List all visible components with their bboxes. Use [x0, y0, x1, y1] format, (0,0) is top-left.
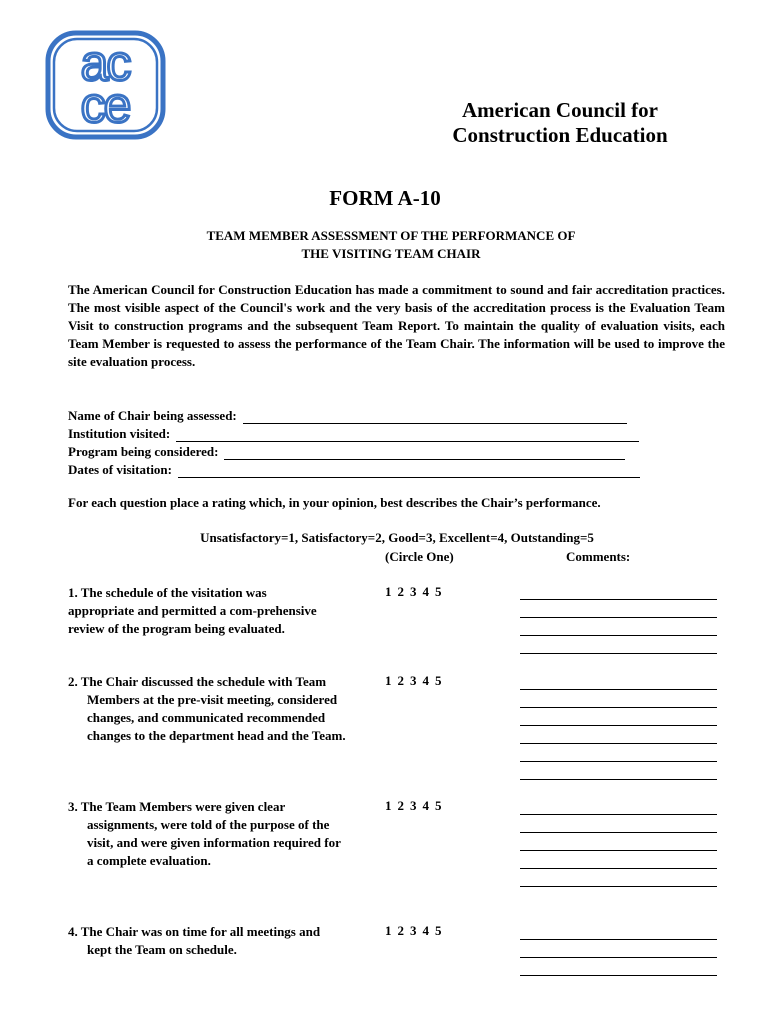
organization-line-2: Construction Education [452, 123, 668, 147]
rating-option[interactable]: 4 [422, 673, 429, 688]
question-text: 1. The schedule of the visitation was appropriate and permitted a com-prehensive review of the program being evaluated. [68, 585, 317, 636]
comment-lines-4 [520, 922, 717, 976]
logo-text-bottom: ce [80, 77, 130, 133]
comment-line[interactable] [520, 744, 717, 762]
comment-line[interactable] [520, 958, 717, 976]
comment-line[interactable] [520, 618, 717, 636]
field-label: Name of Chair being assessed: [68, 408, 237, 423]
rating-options-1 [385, 584, 448, 600]
comment-lines-2 [520, 672, 717, 780]
comment-line[interactable] [520, 582, 717, 600]
comment-line[interactable] [520, 869, 717, 887]
organization-name [380, 98, 740, 148]
circle-one-label: (Circle One) [385, 549, 454, 564]
rating-options-3 [385, 798, 448, 814]
rating-option[interactable]: 4 [422, 798, 429, 813]
comment-line[interactable] [520, 762, 717, 780]
rating-option[interactable]: 1 [385, 798, 392, 813]
rating-option[interactable]: 3 [410, 673, 417, 688]
comment-lines-3 [520, 797, 717, 887]
rating-option[interactable]: 4 [422, 584, 429, 599]
comment-line[interactable] [520, 815, 717, 833]
comment-line[interactable] [520, 851, 717, 869]
institution-input[interactable] [176, 428, 639, 442]
rating-option[interactable]: 5 [435, 798, 442, 813]
subtitle-line-1: TEAM MEMBER ASSESSMENT OF THE PERFORMANCE OF [206, 228, 576, 243]
field-institution [68, 424, 668, 442]
question-2 [68, 673, 347, 745]
dates-input[interactable] [178, 464, 640, 478]
question-text: 2. The Chair discussed the schedule with Team Members at the pre-visit meeting, considered changes, and communicated recommended changes to the department head and the Team. [68, 674, 346, 743]
rating-option[interactable]: 4 [422, 923, 429, 938]
rating-options-4 [385, 923, 448, 939]
rating-option[interactable]: 2 [397, 923, 404, 938]
comment-line[interactable] [520, 672, 717, 690]
rating-option[interactable]: 5 [435, 584, 442, 599]
question-1 [68, 584, 328, 638]
program-input[interactable] [224, 446, 625, 460]
comment-line[interactable] [520, 708, 717, 726]
comment-line[interactable] [520, 833, 717, 851]
rating-option[interactable]: 5 [435, 673, 442, 688]
field-label: Institution visited: [68, 426, 171, 441]
logo-text-top: ac [80, 35, 130, 91]
form-title: FORM A-10 [329, 186, 441, 210]
rating-option[interactable]: 1 [385, 673, 392, 688]
acce-logo [45, 30, 166, 140]
rating-instruction: For each question place a rating which, in your opinion, best describes the Chair’s performance. [68, 495, 601, 510]
rating-option[interactable]: 1 [385, 923, 392, 938]
field-label: Dates of visitation: [68, 462, 172, 477]
comment-line[interactable] [520, 726, 717, 744]
rating-scale: Unsatisfactory=1, Satisfactory=2, Good=3, Excellent=4, Outstanding=5 [200, 530, 594, 545]
rating-option[interactable]: 1 [385, 584, 392, 599]
field-chair-name [68, 406, 668, 424]
question-3 [68, 798, 347, 870]
rating-options-2 [385, 673, 448, 689]
comment-line[interactable] [520, 922, 717, 940]
rating-option[interactable]: 3 [410, 923, 417, 938]
comment-line[interactable] [520, 636, 717, 654]
rating-option[interactable]: 2 [397, 798, 404, 813]
chair-name-input[interactable] [243, 410, 627, 424]
form-subtitle [0, 227, 770, 263]
rating-option[interactable]: 3 [410, 584, 417, 599]
comments-label: Comments: [566, 549, 631, 564]
rating-option[interactable]: 5 [435, 923, 442, 938]
field-label: Program being considered: [68, 444, 219, 459]
subtitle-line-2: THE VISITING TEAM CHAIR [301, 246, 481, 261]
comment-line[interactable] [520, 600, 717, 618]
comment-line[interactable] [520, 797, 717, 815]
rating-option[interactable]: 2 [397, 673, 404, 688]
question-text: 4. The Chair was on time for all meetings and kept the Team on schedule. [68, 924, 321, 957]
rating-option[interactable]: 3 [410, 798, 417, 813]
intro-paragraph [68, 281, 725, 371]
field-dates [68, 460, 668, 478]
intro-text: The American Council for Construction Education has made a commitment to sound and fair accreditation practices. The most visible aspect of the Council's work and the very basis of the accreditation process is the Evaluation Team Visit to construction programs and the subsequent Team Report. To maintain the quality of evaluation visits, each Team Member is requested to assess the performance of the Team Chair. The information will be used to improve the site evaluation process. [68, 282, 725, 369]
assessment-fields [68, 406, 668, 478]
question-text: 3. The Team Members were given clear assignments, were told of the purpose of the visit, and were given information required for a complete evaluation. [68, 799, 341, 868]
comment-lines-1 [520, 582, 717, 654]
comment-line[interactable] [520, 690, 717, 708]
field-program [68, 442, 668, 460]
organization-line-1: American Council for [462, 98, 658, 122]
question-4 [68, 923, 347, 959]
comment-line[interactable] [520, 940, 717, 958]
rating-option[interactable]: 2 [397, 584, 404, 599]
